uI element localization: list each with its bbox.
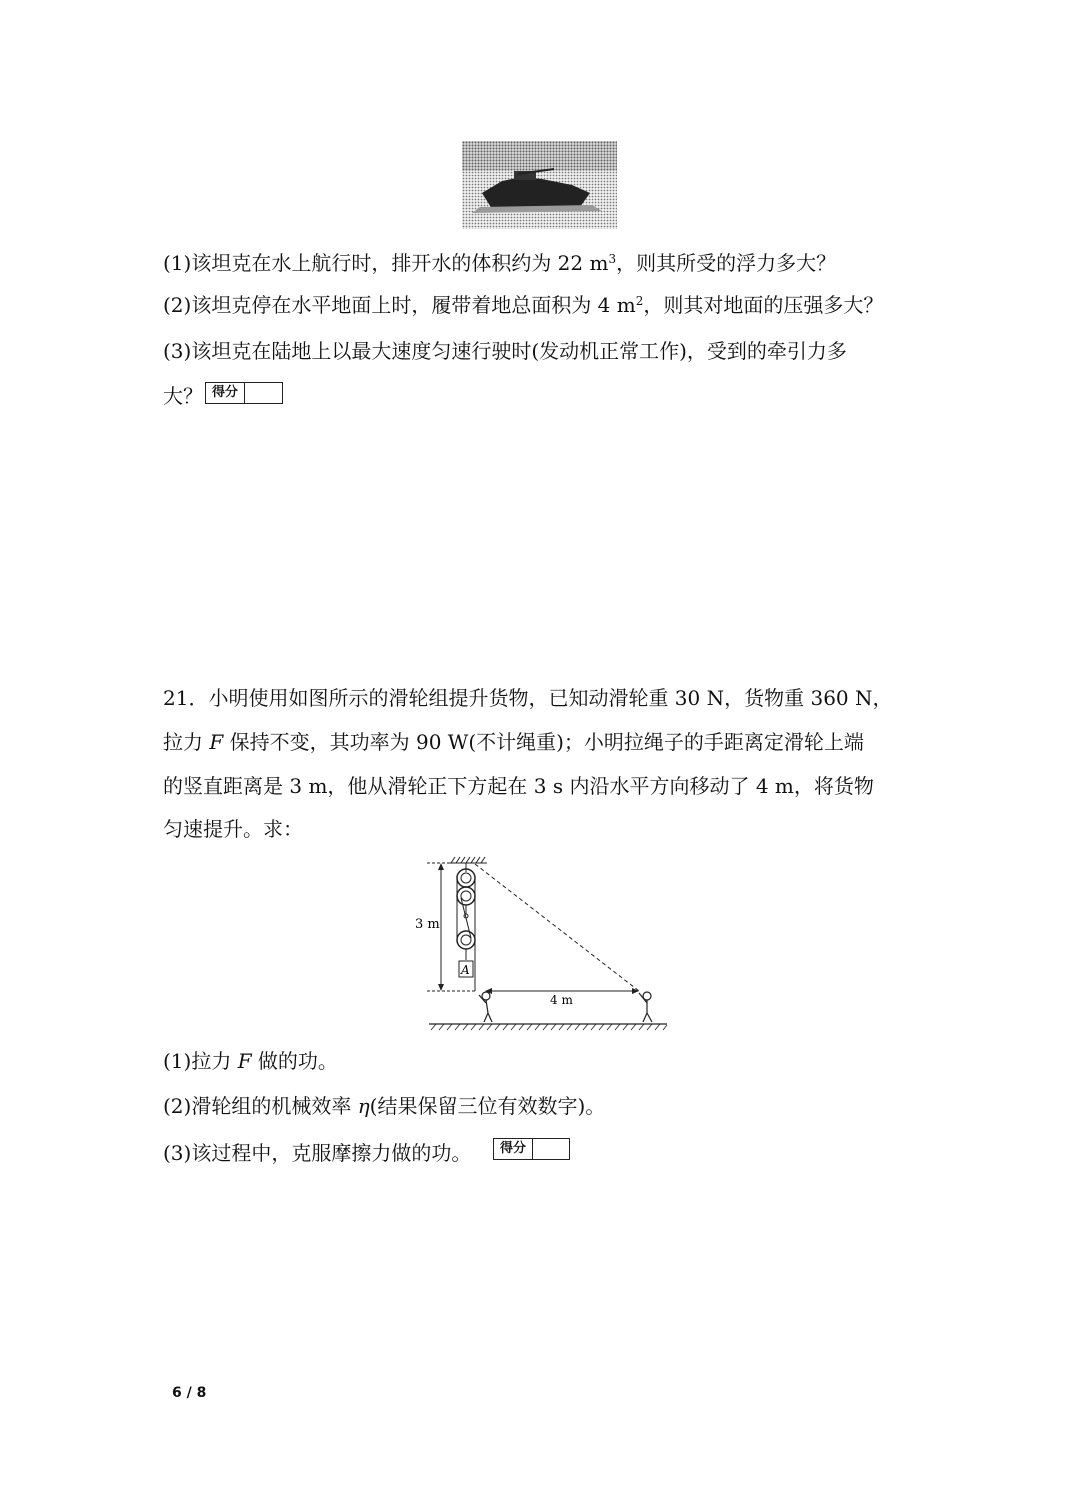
- block-label: A: [461, 963, 470, 977]
- score-field[interactable]: [245, 383, 282, 403]
- score-field[interactable]: [533, 1139, 569, 1159]
- page-number: 6 / 8: [172, 1385, 207, 1401]
- q21-score-box[interactable]: [493, 1138, 570, 1160]
- distance-label: 4 m: [550, 993, 573, 1007]
- person-end: [639, 992, 652, 1022]
- q20-sub2: (2)该坦克停在水平地面上时，履带着地总面积为 4 $m^2$，则其对地面的压强多大？: [163, 293, 884, 317]
- ceiling: [449, 857, 487, 863]
- tank-photo: [462, 141, 617, 229]
- q21-line4: 匀速提升。求：: [163, 817, 303, 841]
- q21-line1: 21．小明使用如图所示的滑轮组提升货物，已知动滑轮重 30 N，货物重 360 N，: [163, 686, 893, 710]
- q21-sub1: (1)拉力 F 做的功。: [163, 1049, 338, 1073]
- q20-score-box[interactable]: [205, 382, 283, 404]
- person-start: [479, 992, 492, 1022]
- q20-sub3-line1: (3)该坦克在陆地上以最大速度匀速行驶时(发动机正常工作)，受到的牵引力多: [163, 339, 847, 363]
- q21-sub3: (3)该过程中，克服摩擦力做的功。: [163, 1141, 472, 1165]
- score-label: 得分: [494, 1139, 533, 1159]
- pulley-figure: [405, 850, 675, 1035]
- q20-sub1: (1)该坦克在水上航行时，排开水的体积约为 22 $m^3$，则其所受的浮力多大？: [163, 251, 837, 275]
- q21-line2: 拉力 F 保持不变，其功率为 90 W(不计绳重)；小明拉绳子的手距离定滑轮上端: [163, 730, 864, 754]
- q20-sub3-line2: 大？: [163, 384, 203, 408]
- q21-sub2: (2)滑轮组的机械效率 η(结果保留三位有效数字)。: [163, 1094, 606, 1118]
- height-label: 3 m: [415, 917, 440, 932]
- q21-line3: 的竖直距离是 3 m，他从滑轮正下方起在 3 s 内沿水平方向移动了 4 m，将货物: [163, 774, 874, 798]
- score-label: 得分: [206, 383, 245, 403]
